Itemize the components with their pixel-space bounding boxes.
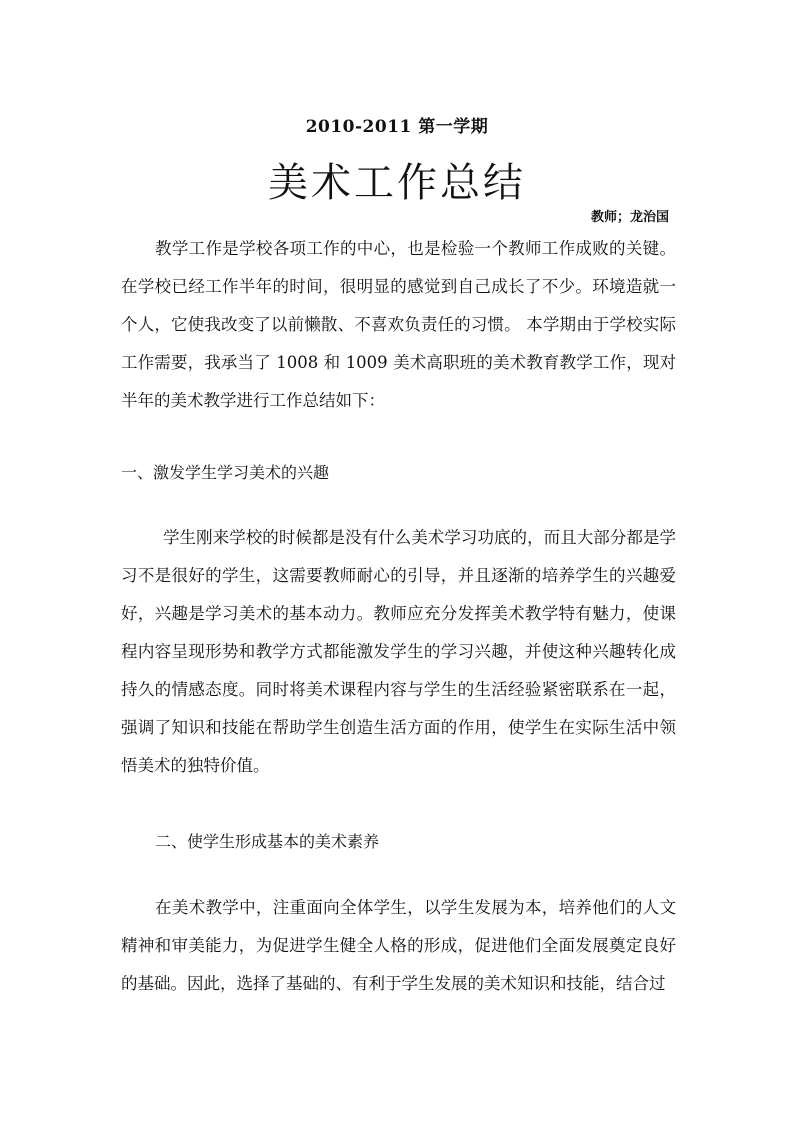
semester-subtitle: 2010-2011 第一学期 [305, 117, 489, 137]
intro-paragraph: 教学工作是学校各项工作的中心，也是检验一个教师工作成败的关键。在学校已经工作半年的时间，很明显的感觉到自己成长了不少。环境造就一个人，它使我改变了以前懒散、不喜欢负责任的习惯。 本学期由于学校实际工作需要，我承当了 1008 和 1009 美术高职班的美术教育教学工作，现对半年的美术教学进行工作总结如下： [121, 239, 676, 410]
section-heading-1: 一、激发学生学习美术的兴趣 [121, 463, 330, 482]
section-body-2: 在美术教学中，注重面向全体学生，以学生发展为本，培养他们的人文精神和审美能力，为促进学生健全人格的形成，促进他们全面发展奠定良好的基础。因此，选择了基础的、有利于学生发展的美术知识和技能，结合过 [121, 898, 676, 993]
section-body-1: 学生刚来学校的时候都是没有什么美术学习功底的，而且大部分都是学习不是很好的学生，这需要教师耐心的引导，并且逐渐的培养学生的兴趣爱好，兴趣是学习美术的基本动力。教师应充分发挥美术教学特有魅力，使课程内容呈现形势和教学方式都能激发学生的学习兴趣，并使这种兴趣转化成持久的情感态度。同时将美术课程内容与学生的生活经验紧密联系在一起，强调了知识和技能在帮助学生创造生活方面的作用，使学生在实际生活中领悟美术的独特价值。 [121, 528, 676, 775]
author-line: 教师；龙治国 [590, 210, 669, 225]
section-heading-2: 二、使学生形成基本的美术素养 [155, 832, 380, 851]
document-title: 美术工作总结 [268, 160, 526, 206]
